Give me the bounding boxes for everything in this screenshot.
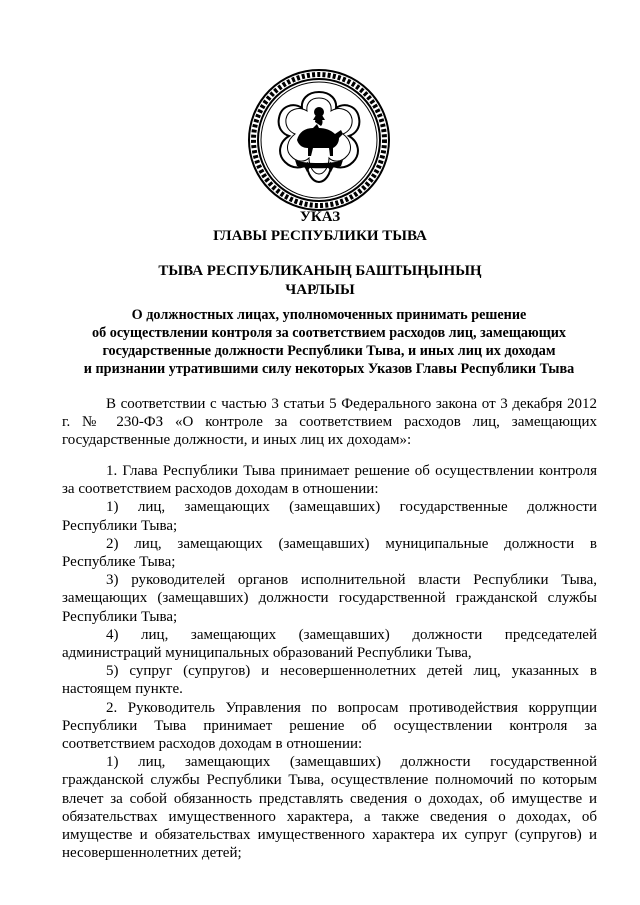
item-paragraph-1-2: 2) лиц, замещающих (замещавших) муниципальные должности в Республике Тыва; [62,535,597,571]
subject-line-4: и признании утратившими силу некоторых Указов Главы Республики Тыва [83,361,575,377]
decree-items [62,462,597,862]
item-paragraph-2: 2. Руководитель Управления по вопросам противодействия коррупции Республики Тыва принимает решение об осуществлении контроля за соответствием расходов доходам в отношении: [62,699,597,753]
subject-line-1: О должностных лицах, уполномоченных принимать решение [131,307,527,323]
head-of-republic-heading: ГЛАВЫ РЕСПУБЛИКИ ТЫВА [213,228,427,244]
preamble-paragraph: В соответствии с частью 3 статьи 5 Федерального закона от 3 декабря 2012 г. № 230-ФЗ «О контроле за соответствием расходов лиц, замещающих государственные должности, и иных лиц их доходам»: [62,396,597,449]
item-paragraph-1-4: 4) лиц, замещающих (замещавших) должности председателей администраций муниципальных образований Республики Тыва, [62,626,597,662]
decree-title [0,208,640,246]
item-paragraph-2-1: 1) лиц, замещающих (замещавших) должности государственной гражданской службы Республики Тыва, осуществление полномочий по которым влечет за собой обязанность представлять сведения о доходах, об имуществе и обязательствах имущественного характера, а также сведения о доходах, об имуществе и обязательствах имущественного характера их супруг (супругов) и несовершеннолетних детей; [62,754,597,862]
decree-subject [62,306,596,378]
tuva-coat-of-arms-icon [247,68,391,212]
item-paragraph-1-5: 5) супруг (супругов) и несовершеннолетних детей лиц, указанных в настоящем пункте. [62,663,597,698]
tuvan-heading-line-2: ЧАРЛЫЫ [285,282,355,298]
subject-line-2: об осуществлении контроля за соответствием расходов лиц, замещающих [91,325,567,341]
subject-line-3: государственные должности Республики Тыва, и иных лиц их доходам [102,343,556,359]
item-paragraph-1: 1. Глава Республики Тыва принимает решение об осуществлении контроля за соответствием расходов доходам в отношении: [62,463,597,498]
item-paragraph-1-1: 1) лиц, замещающих (замещавших) государственные должности Республики Тыва; [62,499,597,534]
tuvan-heading-line-1: ТЫВА РЕСПУБЛИКАНЫҢ БАШТЫҢЫНЫҢ [158,263,482,279]
decree-title-tuvan [0,262,640,300]
decree-heading: УКАЗ [299,209,341,225]
preamble [62,395,597,450]
item-paragraph-1-3: 3) руководителей органов исполнительной власти Республики Тыва, замещающих (замещавших) должности государственной гражданской службы Республики Тыва; [62,572,597,625]
